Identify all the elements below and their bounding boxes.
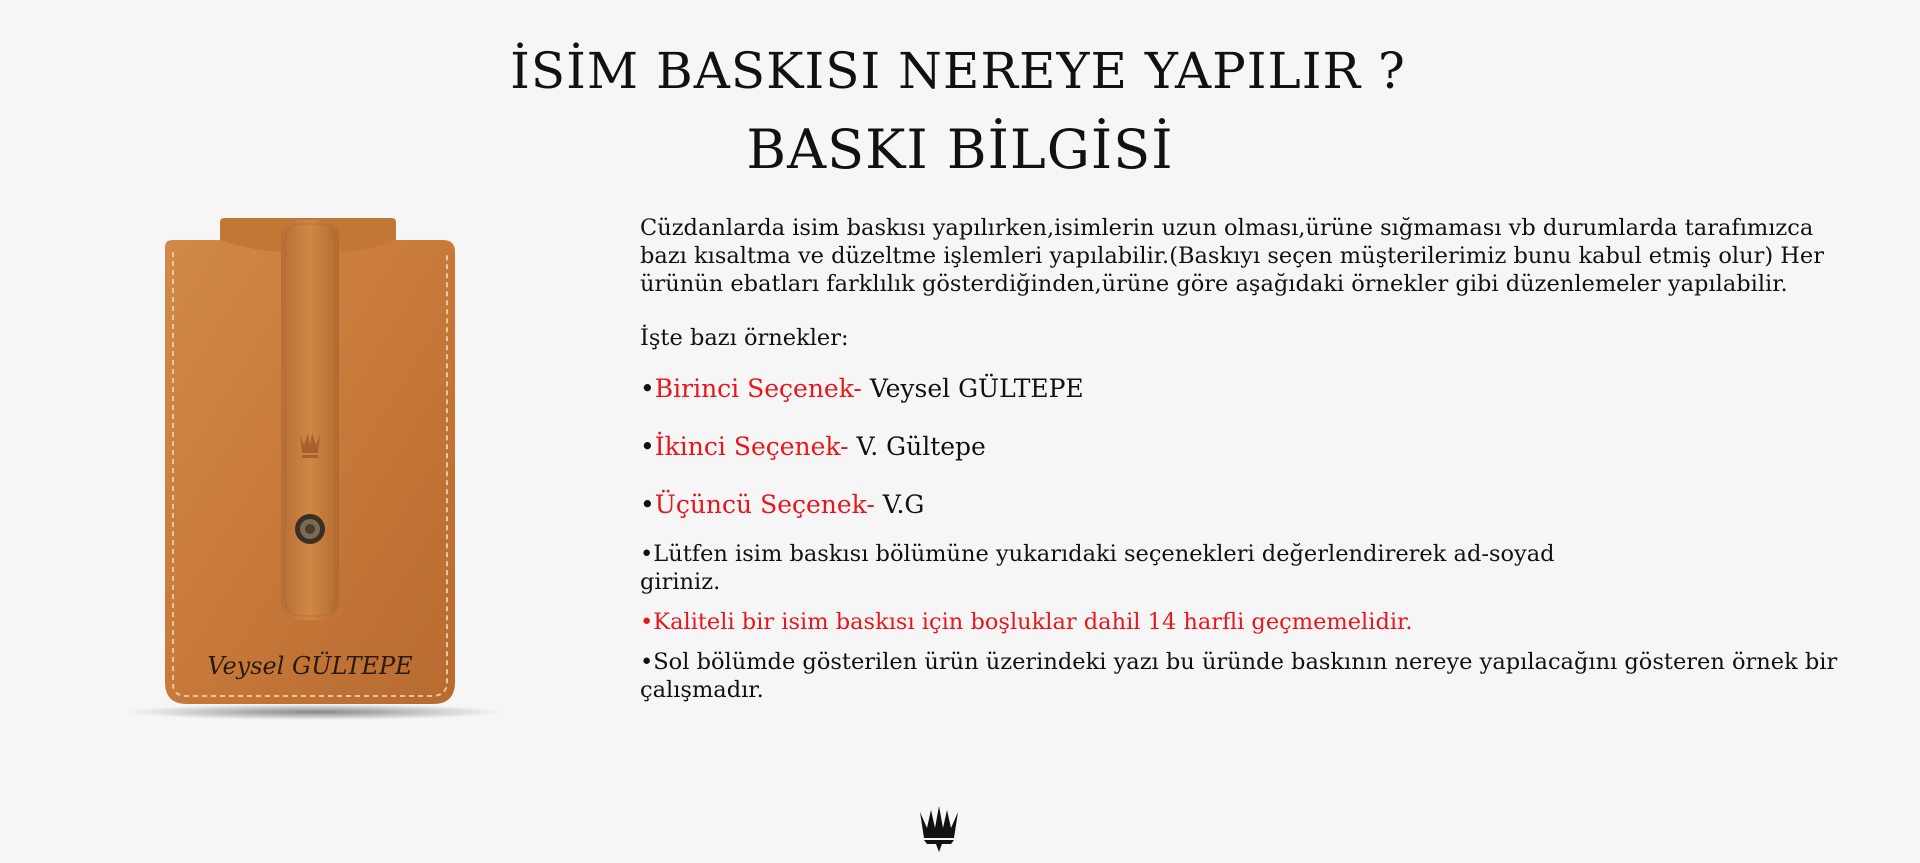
engraved-name: Veysel GÜLTEPE [207,652,413,680]
note-fill-name: •Lütfen isim baskısı bölümüne yukarıdaki seçenekleri değerlendirerek ad-soyad giriniz. [640,541,1555,595]
option-second: •İkinci Seçenek- V. Gültepe [640,432,986,461]
info-section [640,214,1860,704]
option-second-value: V. Gültepe [856,432,986,461]
strap [281,220,339,620]
option-third-label: Üçüncü Seçenek- [654,490,875,519]
intro-text: Cüzdanlarda isim baskısı yapılırken,isimlerin uzun olması,ürüne sığmaması vb durumlarda tarafımızca bazı kısaltma ve düzeltme işlemleri yapılabilir.(Baskıyı seçen müşterilerimiz bunu kabul etmiş olur) Her ürünün ebatları farklılık gösterdiğinden,ürüne göre aşağıdaki örnekler gibi düzenlemeler yapılabilir. [640,215,1824,297]
option-first-label: Birinci Seçenek- [654,374,862,403]
option-second-label: İkinci Seçenek- [654,432,849,461]
option-third-value: V.G [882,490,925,519]
option-first: •Birinci Seçenek- Veysel GÜLTEPE [640,374,1084,403]
note-char-limit: •Kaliteli bir isim baskısı için boşluklar dahil 14 harfli geçmemelidir. [640,609,1413,635]
page-subtitle: BASKI BİLGİSİ [746,118,1174,181]
trident-crown-icon [918,806,960,852]
shadow [125,704,505,720]
note-sample: •Sol bölümde gösterilen ürün üzerindeki yazı bu üründe baskının nereye yapılacağını gösteren örnek bir çalışmadır. [640,649,1838,703]
option-first-value: Veysel GÜLTEPE [869,374,1084,403]
product-image [125,212,505,722]
page-title: İSİM BASKISI NEREYE YAPILIR ? [510,42,1406,100]
option-third: •Üçüncü Seçenek- V.G [640,490,925,519]
examples-heading: İşte bazı örnekler: [640,325,849,351]
